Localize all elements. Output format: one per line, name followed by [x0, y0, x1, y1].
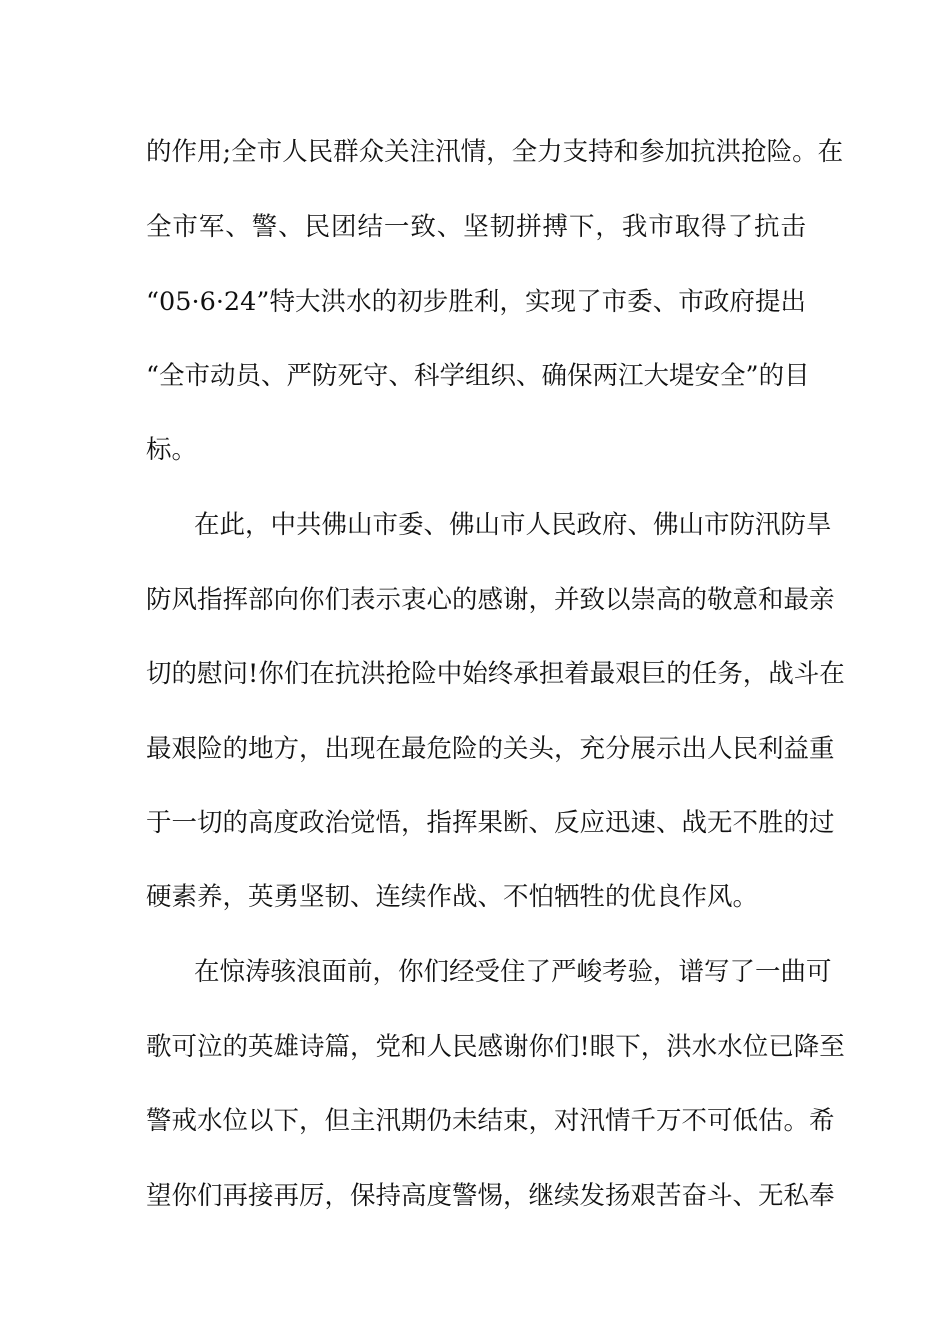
text-line: 切的慰问!你们在抗洪抢险中始终承担着最艰巨的任务，战斗在: [146, 659, 845, 689]
text-line: 的作用;全市人民群众关注汛情，全力支持和参加抗洪抢险。在: [146, 137, 844, 167]
text-line: 歌可泣的英雄诗篇，党和人民感谢你们!眼下，洪水水位已降至: [146, 1032, 845, 1062]
text-line: 硬素养，英勇坚韧、连续作战、不怕牺牲的优良作风。: [146, 882, 759, 912]
text-line: 全市军、警、民团结一致、坚韧拼搏下，我市取得了抗击: [146, 212, 806, 242]
text-line: “全市动员、严防死守、科学组织、确保两江大堤安全”的目: [146, 361, 810, 391]
text-line: 标。: [146, 435, 198, 465]
text-line: 望你们再接再厉，保持高度警惕，继续发扬艰苦奋斗、无私奉: [146, 1181, 835, 1211]
text-line: “05·6·24”特大洪水的初步胜利，实现了市委、市政府提出: [146, 287, 806, 317]
paragraph-first-line: 在此，中共佛山市委、佛山市人民政府、佛山市防汛防旱: [194, 510, 832, 540]
paragraph-first-line: 在惊涛骇浪面前，你们经受住了严峻考验，谱写了一曲可: [194, 957, 832, 987]
text-line: 最艰险的地方，出现在最危险的关头，充分展示出人民利益重: [146, 734, 835, 764]
text-line: 警戒水位以下，但主汛期仍未结束，对汛情千万不可低估。希: [146, 1106, 835, 1136]
text-line: 于一切的高度政治觉悟，指挥果断、反应迅速、战无不胜的过: [146, 808, 835, 838]
text-line: 防风指挥部向你们表示衷心的感谢，并致以崇高的敬意和最亲: [146, 585, 835, 615]
